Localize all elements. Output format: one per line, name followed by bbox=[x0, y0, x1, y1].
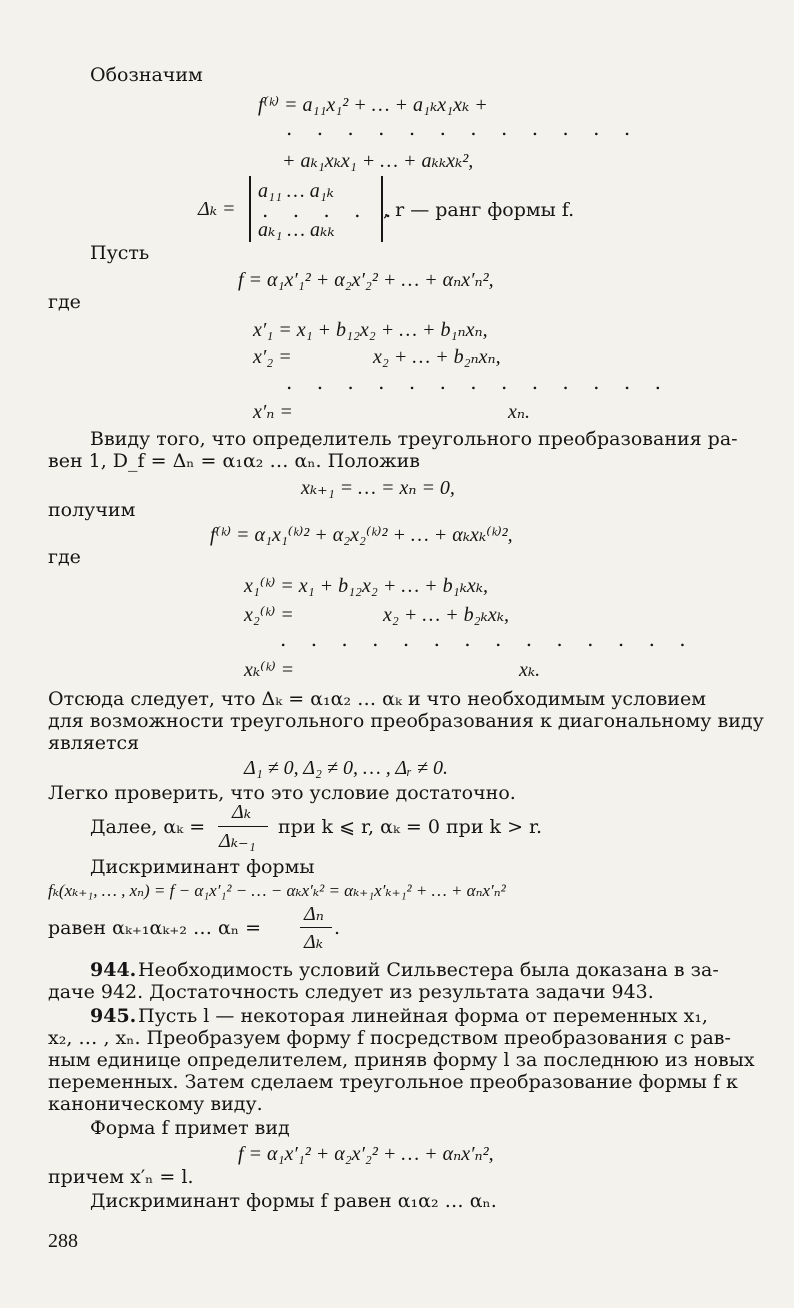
text-line: вен 1, D_f = Δₙ = α₁α₂ … αₙ. Положив bbox=[48, 450, 420, 472]
formula-line: fₖ(xₖ₊₁, … , xₙ) = f − α₁x′₁² − … − αₖx′ₖ² = αₖ₊₁x′ₖ₊₁² + … + αₙx′ₙ² bbox=[48, 881, 506, 900]
fraction-denominator: Δₖ bbox=[304, 931, 324, 953]
text-line: каноническому виду. bbox=[48, 1093, 263, 1115]
text-line: Дискриминант формы bbox=[90, 856, 315, 878]
text-line: ным единице определителем, приняв форму l за последнюю из новых bbox=[48, 1049, 755, 1071]
text-line: Пусть bbox=[90, 242, 150, 264]
text-line: является bbox=[48, 732, 140, 754]
formula-line: f⁽ᵏ⁾ = α₁x₁⁽ᵏ⁾² + α₂x₂⁽ᵏ⁾² + … + αₖxₖ⁽ᵏ⁾², bbox=[210, 524, 513, 546]
text-line: равен αₖ₊₁αₖ₊₂ … αₙ = bbox=[48, 917, 262, 939]
text-line: Форма f примет вид bbox=[90, 1117, 290, 1139]
fraction-bar bbox=[218, 826, 268, 827]
text-line: получим bbox=[48, 499, 136, 521]
formula-line: x′₁ = x₁ + b₁₂x₂ + … + b₁ₙxₙ, bbox=[253, 319, 488, 341]
dots-row: . . . . . . . . . . . . . . bbox=[280, 627, 695, 651]
formula-line: + aₖ₁xₖx₁ + … + aₖₖxₖ², bbox=[282, 150, 474, 172]
fraction-numerator: Δₙ bbox=[304, 903, 324, 925]
page-number: 288 bbox=[48, 1230, 78, 1252]
formula-line: f⁽ᵏ⁾ = a₁₁x₁² + … + a₁ₖx₁xₖ + bbox=[258, 94, 488, 116]
formula-line: f = α₁x′₁² + α₂x′₂² + … + αₙx′ₙ², bbox=[238, 1143, 494, 1165]
formula-line: xₖ⁽ᵏ⁾ = bbox=[244, 659, 295, 681]
fraction-bar bbox=[300, 927, 332, 928]
text-line: Дискриминант формы f равен α₁α₂ … αₙ. bbox=[90, 1190, 497, 1212]
formula-line: a₁₁ … a₁ₖ bbox=[258, 180, 334, 202]
text-line: Ввиду того, что определитель треугольного преобразования ра- bbox=[90, 428, 738, 450]
formula-line: Δₖ = bbox=[198, 198, 236, 220]
formula-line: x₁⁽ᵏ⁾ = x₁ + b₁₂x₂ + … + b₁ₖxₖ, bbox=[244, 575, 489, 597]
text-line: даче 942. Достаточность следует из результата задачи 943. bbox=[48, 981, 654, 1003]
formula-line: x₂⁽ᵏ⁾ = bbox=[244, 604, 294, 626]
text-line: Необходимость условий Сильвестера была доказана в за- bbox=[138, 959, 719, 981]
text-line: где bbox=[48, 546, 81, 568]
fraction-denominator: Δₖ₋₁ bbox=[219, 830, 256, 852]
text-line: Обозначим bbox=[90, 64, 203, 86]
formula-line: Δ₁ ≠ 0, Δ₂ ≠ 0, … , Δᵣ ≠ 0. bbox=[244, 757, 449, 779]
dots-row: . . . . . bbox=[262, 198, 401, 222]
formula-line: xₖ. bbox=[519, 659, 541, 681]
problem-number: 945. bbox=[90, 1005, 137, 1027]
text-line: , r — ранг формы f. bbox=[383, 199, 575, 221]
dots-row: . . . . . . . . . . . . bbox=[286, 116, 640, 140]
formula-line: xₙ. bbox=[508, 401, 530, 423]
text-line: при k ⩽ r, αₖ = 0 при k > r. bbox=[278, 816, 543, 838]
formula-line: f = α₁x′₁² + α₂x′₂² + … + αₙx′ₙ², bbox=[238, 269, 494, 291]
problem-number: 944. bbox=[90, 959, 137, 981]
dots-row: . . . . . . . . . . . . . bbox=[286, 370, 670, 394]
text-line: Пусть l — некоторая линейная форма от переменных x₁, bbox=[138, 1005, 708, 1027]
formula-line: x₂ + … + b₂ₖxₖ, bbox=[383, 604, 510, 626]
fraction-numerator: Δₖ bbox=[232, 801, 252, 823]
text-line: x₂, … , xₙ. Преобразуем форму f посредством преобразования с рав- bbox=[48, 1027, 731, 1049]
formula-line: aₖ₁ … aₖₖ bbox=[258, 219, 335, 241]
text-line: Далее, αₖ = bbox=[90, 816, 206, 838]
text-line: переменных. Затем сделаем треугольное преобразование формы f к bbox=[48, 1071, 738, 1093]
text-line: где bbox=[48, 291, 81, 313]
formula-line: xₖ₊₁ = … = xₙ = 0, bbox=[301, 477, 455, 499]
text-line: Легко проверить, что это условие достаточно. bbox=[48, 782, 516, 804]
text-line: Отсюда следует, что Δₖ = α₁α₂ … αₖ и что необходимым условием bbox=[48, 688, 706, 710]
text-line: для возможности треугольного преобразования к диагональному виду bbox=[48, 710, 764, 732]
text-line: . bbox=[334, 917, 341, 939]
formula-line: x₂ + … + b₂ₙxₙ, bbox=[373, 346, 501, 368]
text-line: причем x′ₙ = l. bbox=[48, 1166, 194, 1188]
formula-line: x′ₙ = bbox=[253, 401, 293, 423]
formula-line: x′₂ = bbox=[253, 346, 292, 368]
